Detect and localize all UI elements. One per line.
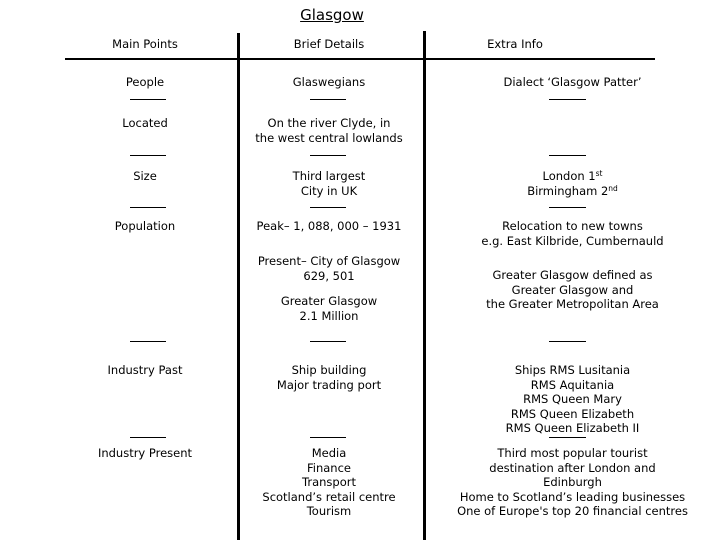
located-brief: [244, 116, 414, 145]
separator: [549, 99, 586, 100]
population-greater-line: Greater Glasgow: [280, 294, 378, 308]
population-peak: Peak– 1, 088, 000 – 1931: [256, 219, 402, 233]
size-extra-birmingham-text: Birmingham 2: [527, 183, 609, 198]
separator: [130, 207, 166, 208]
industry-present-extra-line: Home to Scotland’s leading businesses: [459, 489, 686, 504]
industry-past-extra-line: RMS Queen Mary: [523, 392, 622, 406]
separator: [310, 99, 346, 100]
industry-past-brief-line: Major trading port: [276, 377, 382, 392]
industry-present-extra: [440, 446, 705, 519]
industry-present-brief-line: Transport: [302, 475, 356, 489]
row-label-industry-present: Industry Present: [97, 446, 193, 460]
ordinal-suffix: st: [595, 169, 603, 178]
header-brief-details: Brief Details: [293, 37, 365, 51]
separator: [549, 155, 586, 156]
separator: [310, 437, 346, 438]
row-label-size: Size: [133, 169, 157, 183]
population-relocation: [440, 219, 705, 248]
population-greater: [244, 294, 414, 323]
page-title: Glasgow: [300, 6, 364, 24]
row-label-people: People: [125, 75, 165, 89]
size-extra-birmingham: [440, 184, 705, 199]
industry-past-brief: [244, 363, 414, 392]
column-divider-2: [423, 31, 426, 540]
industry-past-extra-line: RMS Queen Elizabeth: [510, 406, 635, 421]
industry-present-extra-line: One of Europe's top 20 financial centres: [457, 504, 688, 518]
separator: [310, 155, 346, 156]
size-extra-london: [440, 169, 705, 184]
population-present-line: 629, 501: [303, 268, 355, 283]
separator: [310, 207, 346, 208]
industry-present-brief-line: Finance: [307, 460, 351, 475]
separator: [549, 341, 586, 342]
separator: [549, 207, 586, 208]
size-brief-line: City in UK: [300, 183, 358, 198]
separator: [549, 437, 586, 438]
industry-past-extra: [440, 363, 705, 436]
size-extra: [440, 169, 705, 198]
industry-past-extra-line: Ships RMS Lusitania: [514, 363, 631, 377]
header-rule: [65, 58, 655, 60]
separator: [130, 341, 166, 342]
people-brief: Glaswegians: [292, 75, 366, 89]
industry-present-brief-line: Media: [311, 446, 347, 460]
size-brief-line: Third largest: [292, 169, 366, 183]
population-present: [244, 254, 414, 283]
separator: [130, 99, 166, 100]
population-greater-line: 2.1 Million: [299, 308, 359, 323]
located-brief-line: On the river Clyde, in: [267, 116, 391, 130]
industry-past-brief-line: Ship building: [291, 363, 367, 377]
located-brief-line: the west central lowlands: [255, 130, 403, 145]
size-brief: [244, 169, 414, 198]
population-greater-definition-line: Greater Glasgow defined as: [492, 268, 653, 282]
population-greater-definition-line: the Greater Metropolitan Area: [486, 297, 659, 311]
people-extra: Dialect ‘Glasgow Patter’: [503, 75, 642, 89]
population-relocation-line: Relocation to new towns: [502, 219, 643, 233]
population-greater-definition: [440, 268, 705, 312]
ordinal-suffix: nd: [608, 183, 618, 193]
industry-present-extra-line: Edinburgh: [543, 475, 602, 489]
population-greater-definition-line: Greater Glasgow and: [511, 282, 634, 297]
industry-present-extra-line: Third most popular tourist: [497, 446, 648, 460]
population-relocation-line: e.g. East Kilbride, Cumbernauld: [481, 233, 664, 248]
industry-present-brief: [244, 446, 414, 519]
separator: [310, 341, 346, 342]
separator: [130, 155, 166, 156]
industry-present-extra-line: destination after London and: [489, 460, 656, 475]
size-extra-london-text: London 1: [542, 169, 596, 183]
industry-past-extra-line: RMS Queen Elizabeth II: [505, 421, 640, 435]
row-label-located: Located: [122, 116, 168, 130]
separator: [130, 437, 166, 438]
industry-present-brief-line: Tourism: [306, 504, 352, 518]
industry-past-extra-line: RMS Aquitania: [530, 377, 615, 392]
header-extra-info: Extra Info: [487, 37, 543, 51]
industry-present-brief-line: Scotland’s retail centre: [262, 489, 396, 504]
column-divider-1: [237, 33, 240, 540]
header-main-points: Main Points: [112, 37, 178, 51]
population-present-line: Present– City of Glasgow: [257, 254, 401, 268]
row-label-population: Population: [114, 219, 176, 233]
row-label-industry-past: Industry Past: [107, 363, 183, 377]
